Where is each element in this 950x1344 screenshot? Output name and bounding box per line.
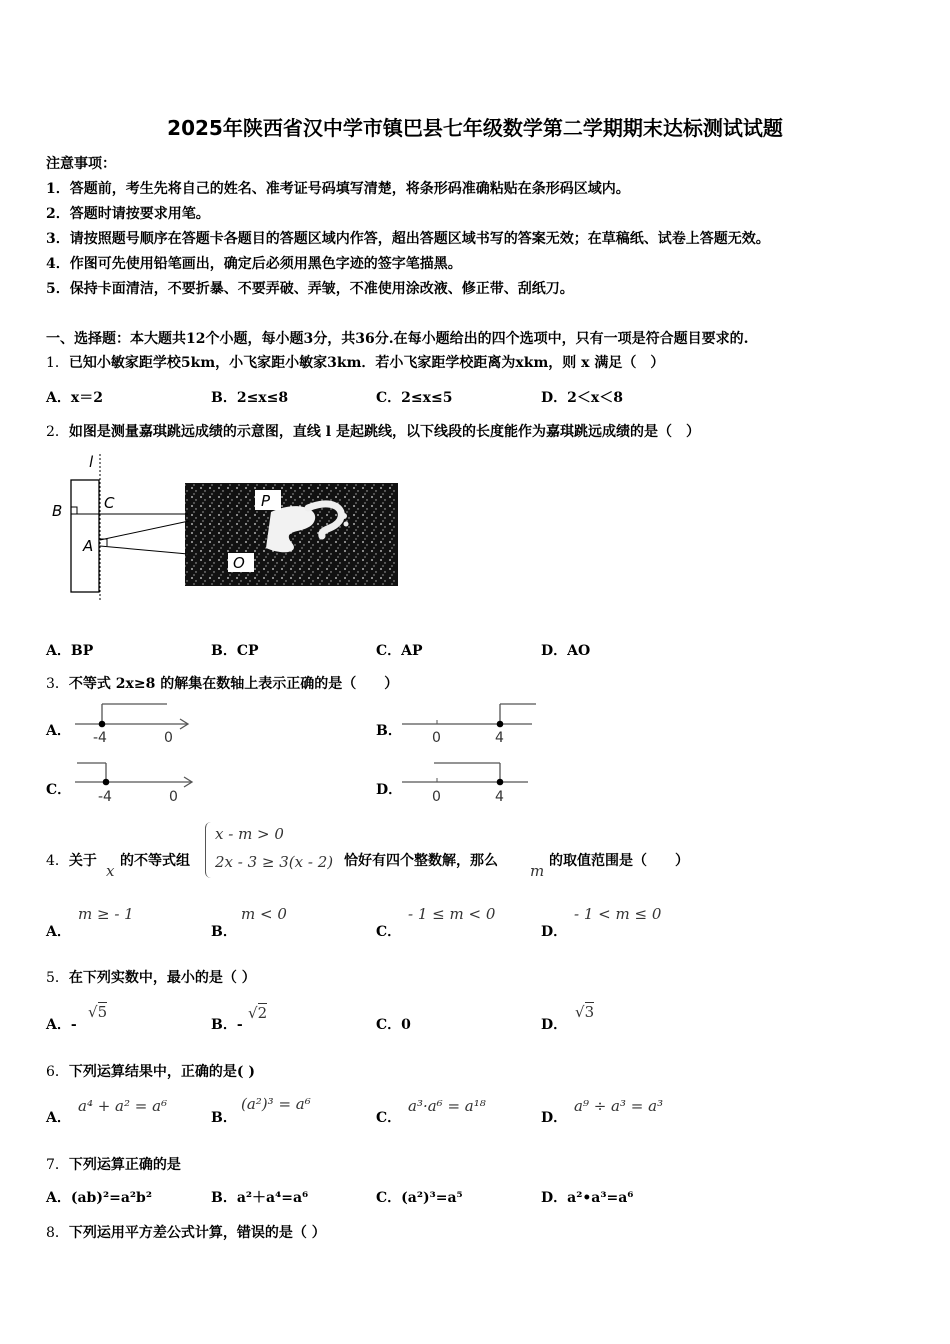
tick-label: -4 (98, 789, 112, 805)
sqrt-2: √2 (248, 1004, 268, 1022)
radicand: 5 (97, 1003, 108, 1021)
question-text: 下列运算正确的是 (68, 1157, 181, 1173)
label-a: A (83, 537, 94, 555)
option-a: A．x＝2 (46, 390, 103, 406)
question-number: 7． (46, 1157, 69, 1173)
option-c: C．AP (376, 643, 423, 659)
option-b: B．CP (211, 643, 259, 659)
label-b: B (52, 502, 63, 520)
option-c-expr: - 1 ≤ m < 0 (408, 905, 496, 923)
question-number: 8． (46, 1225, 69, 1241)
option-a: A．- (46, 1017, 77, 1033)
option-a: A． (46, 1110, 71, 1126)
number-line-d (402, 758, 542, 808)
sand-pit (185, 483, 398, 586)
option-c: C． (46, 782, 72, 798)
page-title: 2025年陕西省汉中学市镇巴县七年级数学第二学期期末达标测试试题 (167, 116, 783, 140)
option-c: C．2≤x≤5 (376, 390, 453, 406)
system-line-2: 2x - 3 ≥ 3(x - 2) (215, 853, 334, 871)
option-d: D．2＜x＜8 (541, 390, 623, 406)
radicand: 3 (584, 1003, 595, 1021)
option-c: C． (376, 924, 402, 940)
option-c: C．(a²)³=a⁵ (376, 1190, 463, 1206)
question-6 (46, 1061, 255, 1081)
option-a-expr: a⁴ + a² = a⁶ (78, 1097, 168, 1115)
option-c-expr: a³·a⁶ = a¹⁸ (408, 1097, 486, 1115)
option-b-expr: (a²)³ = a⁶ (241, 1095, 311, 1113)
question-text: 下列运用平方差公式计算，错误的是（ ） (68, 1225, 326, 1241)
tick-label: 0 (432, 789, 441, 805)
question-text: 已知小敏家距学校5km，小飞家距小敏家3km．若小飞家距学校距离为xkm，则 x 满足（ ） (68, 355, 665, 371)
question-text: 的取值范围是（ ） (549, 853, 689, 869)
sqrt-3: √3 (575, 1003, 595, 1021)
question-text: 恰好有四个整数解，那么 (344, 853, 498, 869)
question-2 (46, 421, 700, 441)
option-b-expr: m < 0 (241, 905, 287, 923)
option-d: D． (541, 924, 568, 940)
system-brace (205, 822, 213, 878)
label-l: l (89, 453, 94, 471)
system-line-1: x - m > 0 (215, 825, 284, 843)
question-text: 不等式 2x≥8 的解集在数轴上表示正确的是（ ） (68, 676, 399, 692)
option-d-expr: a⁹ ÷ a³ = a³ (574, 1097, 664, 1115)
notice-item: 5．保持卡面清洁，不要折暴、不要弄破、弄皱，不准使用涂改液、修正带、刮纸刀。 (46, 281, 574, 297)
question-3 (46, 673, 398, 693)
tick-label: 4 (495, 789, 504, 805)
option-d: D．a²•a³=a⁶ (541, 1190, 634, 1206)
option-d: D． (376, 782, 403, 798)
question-text: 的不等式组 (120, 853, 190, 869)
question-text: 在下列实数中，最小的是（ ） (68, 970, 256, 986)
takeoff-board (71, 480, 99, 592)
tick-label: -4 (93, 730, 107, 746)
question-number: 4． (46, 853, 69, 869)
notice-heading: 注意事项： (46, 156, 116, 172)
section-heading: 一、选择题：本大题共12个小题，每小题3分，共36分.在每小题给出的四个选项中，只有一项是符合题目要求的. (46, 331, 749, 347)
question-7 (46, 1154, 181, 1174)
option-a: A．BP (46, 643, 94, 659)
notice-item: 2．答题时请按要求用笔。 (46, 206, 210, 222)
option-a: A． (46, 924, 71, 940)
question-number: 5． (46, 970, 69, 986)
option-c: C．0 (376, 1017, 411, 1033)
option-b: B．- (211, 1017, 243, 1033)
sqrt-5: √5 (88, 1003, 108, 1021)
number-line-c (75, 758, 200, 808)
tick-label: 0 (432, 730, 441, 746)
label-o: O (233, 554, 245, 572)
option-b: B． (376, 723, 402, 739)
number-line-a (75, 698, 200, 748)
option-a: A． (46, 723, 71, 739)
option-b: B． (211, 1110, 237, 1126)
question-number: 1． (46, 355, 69, 371)
question-number: 2． (46, 424, 69, 440)
question-5 (46, 967, 256, 987)
option-b: B．a²＋a⁴=a⁶ (211, 1190, 309, 1206)
variable-m: m (530, 862, 545, 880)
option-d: D． (541, 1110, 568, 1126)
tick-label: 4 (495, 730, 504, 746)
notice-item: 3．请按照题号顺序在答题卡各题目的答题区域内作答，超出答题区域书写的答案无效；在草稿纸、试卷上答题无效。 (46, 231, 770, 247)
option-b: B． (211, 924, 237, 940)
label-c: C (104, 494, 115, 512)
notice-item: 4．作图可先使用铅笔画出，确定后必须用黑色字迹的签字笔描黑。 (46, 256, 462, 272)
question-text: 如图是测量嘉琪跳远成绩的示意图，直线 l 是起跳线，以下线段的长度能作为嘉琪跳远成绩的是（ ） (68, 424, 700, 440)
question-text: 下列运算结果中，正确的是( ) (68, 1064, 256, 1080)
variable-x: x (106, 862, 115, 880)
question-4-prefix (46, 850, 97, 870)
notice-item: 1．答题前，考生先将自己的姓名、准考证号码填写清楚，将条形码准确粘贴在条形码区域内。 (46, 181, 630, 197)
option-d-expr: - 1 < m ≤ 0 (574, 905, 662, 923)
number-line-b (402, 698, 542, 748)
question-1 (46, 352, 664, 372)
question-8 (46, 1222, 326, 1242)
option-d: D．AO (541, 643, 591, 659)
label-p: P (261, 492, 271, 510)
tick-label: 0 (164, 730, 173, 746)
question-number: 6． (46, 1064, 69, 1080)
question-text: 关于 (68, 853, 97, 869)
long-jump-figure (46, 450, 406, 605)
option-a-expr: m ≥ - 1 (78, 905, 134, 923)
tick-label: 0 (169, 789, 178, 805)
option-b: B．2≤x≤8 (211, 390, 289, 406)
question-number: 3． (46, 676, 69, 692)
option-c: C． (376, 1110, 402, 1126)
radicand: 2 (257, 1004, 268, 1022)
option-d: D． (541, 1017, 568, 1033)
option-a: A．(ab)²=a²b² (46, 1190, 152, 1206)
